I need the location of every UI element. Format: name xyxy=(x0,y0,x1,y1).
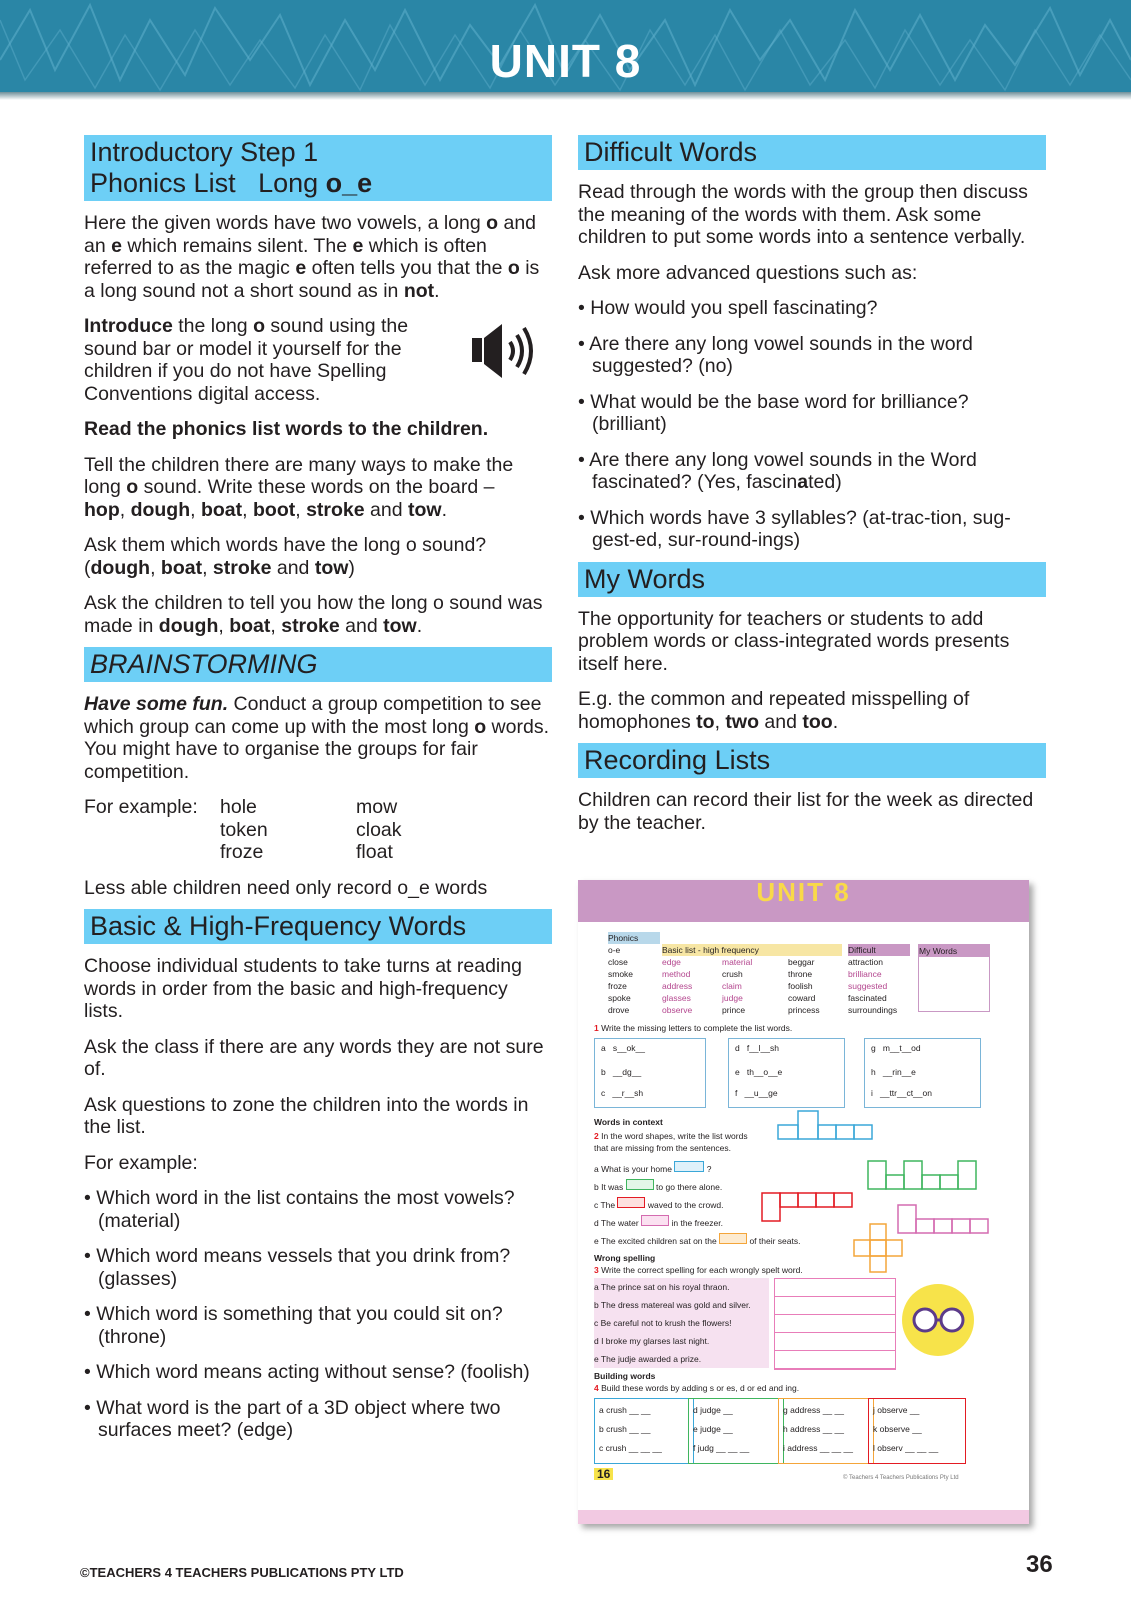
example-label: For example: xyxy=(84,796,198,818)
brainstorm-paragraph: Have some fun. Conduct a group competition to see which group can come up with the most long o words. You might have to organise the groups for fair competition. xyxy=(84,693,549,783)
basic-list: Basic list - high frequency edge method address glasses observe material crush claim judge prince beggar throne foolish coward princess xyxy=(662,944,842,1016)
question-bullet: • What would be the base word for brilliance? (brilliant) xyxy=(578,390,969,435)
q4-col: d judge __ e judge __ f judg __ __ __ xyxy=(688,1398,784,1464)
q2-items: a What is your home ? b It was to go there alone. c The waved to the crowd. d The water in the freezer. e The excited children sat on the of their seats. xyxy=(594,1160,844,1250)
difficult-heading: Difficult Words xyxy=(578,135,1046,170)
question-bullet: • Which word in the list contains the most vowels? (material) xyxy=(84,1187,515,1232)
q4-col: g address __ __ h address __ __ i address __ __ __ xyxy=(778,1398,874,1464)
right-column xyxy=(578,135,1046,847)
intro-heading-line2 xyxy=(90,168,546,199)
question-bullet: • Are there any long vowel sounds in the word suggested? (no) xyxy=(578,332,973,377)
example-words xyxy=(84,796,552,864)
q3-answer-lines xyxy=(774,1278,896,1370)
q3-sentences: a The prince sat on his royal thraon. b The dress matereal was gold and silver. c Be careful not to krush the flowers! d I broke my glarses last night. e The judje awarded a prize. xyxy=(594,1278,769,1368)
difficult-p2: Ask more advanced questions such as: xyxy=(578,261,918,284)
basic-hf-p3: Ask questions to zone the children into the words in the list. xyxy=(84,1093,529,1138)
difficult-p1: Read through the words with the group then discuss the meaning of the words with them. Ask some children to put some words into a sentence verbally. xyxy=(578,181,1028,248)
difficult-list: Difficult attraction brilliance suggested fascinated surroundings xyxy=(848,944,910,1016)
worksheet-copyright: © Teachers 4 Teachers Publications Pty Ltd xyxy=(843,1475,959,1481)
q4-col: j observe __ k observe __ l observ __ __ __ xyxy=(868,1398,966,1464)
footer-copyright: ©TEACHERS 4 TEACHERS PUBLICATIONS PTY LTD xyxy=(80,1565,404,1580)
worksheet-page-number: 16 xyxy=(594,1468,613,1480)
intro-heading-line2-b: o_e xyxy=(325,168,373,198)
question-bullet: • How would you spell fascinating? xyxy=(578,297,878,319)
banner-shadow xyxy=(0,92,1131,100)
how-made-paragraph: Ask the children to tell you how the long o sound was made in dough, boat, stroke and tow. xyxy=(84,592,543,637)
bw-label: Building words xyxy=(594,1371,656,1381)
worksheet-thumbnail xyxy=(578,880,1029,1524)
mywords-p1: The opportunity for teachers or students to add problem words or class-integrated words presents itself here. xyxy=(578,607,1010,675)
question-4: 4 Build these words by adding s or es, d or ed and ing. xyxy=(594,1383,800,1393)
q1-box: a s__ok__ b __dg__ c __r__sh xyxy=(594,1038,706,1108)
q4-col: a crush __ __ b crush __ __ c crush __ __ __ xyxy=(594,1398,694,1464)
page-title: UNIT 8 xyxy=(489,35,642,87)
example-col2: mow cloak float xyxy=(356,796,402,863)
brainstorming-heading: BRAINSTORMING xyxy=(84,647,552,682)
basic-hf-p2: Ask the class if there are any words they are not sure of. xyxy=(84,1035,544,1080)
basic-hf-heading: Basic & High-Frequency Words xyxy=(84,909,552,944)
read-instruction: Read the phonics list words to the children. xyxy=(84,418,489,440)
question-bullet: • Are there any long vowel sounds in the Word fascinated? (Yes, fascinated) xyxy=(578,448,977,493)
question-bullet: • What word is the part of a 3D object where two surfaces meet? (edge) xyxy=(84,1396,501,1441)
intro-paragraph: Here the given words have two vowels, a long o and an e which remains silent. The e which is often referred to as the magic e often tells you that the o is a long sound not a short sound as in not. xyxy=(84,212,540,302)
basic-hf-p1: Choose individual students to take turns at reading words in order from the basic and high-frequency lists. xyxy=(84,955,522,1022)
less-able-note: Less able children need only record o_e words xyxy=(84,876,488,899)
question-3: 3 Write the correct spelling for each wrongly spelt word. xyxy=(594,1265,803,1275)
recording-heading: Recording Lists xyxy=(578,743,1046,778)
question-2: 2 In the word shapes, write the list words that are missing from the sentences. xyxy=(594,1131,748,1153)
question-bullet: • Which word means vessels that you drink from? (glasses) xyxy=(84,1245,511,1290)
question-bullet: • Which word means acting without sense? (foolish) xyxy=(84,1361,530,1383)
worksheet-footer-band xyxy=(578,1510,1029,1524)
ask-long-o-paragraph: Ask them which words have the long o sound? (dough, boat, stroke and tow) xyxy=(84,534,487,579)
basic-hf-p4: For example: xyxy=(84,1151,198,1174)
phonics-list: Phonics o-e close smoke froze spoke drove xyxy=(608,932,660,1016)
q1-box: d f__l__sh e th__o__e f __u__ge xyxy=(728,1038,845,1108)
intro-heading xyxy=(84,135,552,201)
recording-p1: Children can record their list for the week as directed by the teacher. xyxy=(578,789,1034,834)
q1-box: g m__t__od h __rin__e i __ttr__ct__on xyxy=(864,1038,981,1108)
introduce-paragraph: Introduce the long o sound using the sound bar or model it yourself for the children if you do not have Spelling Conventions digital access. xyxy=(84,315,409,405)
long-o-paragraph: Tell the children there are many ways to make the long o sound. Write these words on the board – hop, dough, boat, boot, stroke and tow. xyxy=(84,453,514,521)
wic-label: Words in context xyxy=(594,1117,663,1127)
question-bullet: • Which words have 3 syllables? (at-trac-tion, sug-gest-ed, sur-round-ings) xyxy=(578,506,1011,551)
mywords-p2: E.g. the common and repeated misspelling of homophones to, two and too. xyxy=(578,688,970,733)
example-col1: hole token froze xyxy=(220,796,268,863)
ws-label: Wrong spelling xyxy=(594,1253,656,1263)
question-bullet: • Which word is something that you could sit on? (throne) xyxy=(84,1303,503,1348)
mywords-heading: My Words xyxy=(578,562,1046,597)
worksheet-title: UNIT 8 xyxy=(756,880,851,907)
header-banner xyxy=(0,0,1131,92)
intro-heading-line1: Introductory Step 1 xyxy=(90,137,319,167)
speaker-icon[interactable] xyxy=(470,320,542,382)
page-number: 36 xyxy=(1026,1551,1053,1578)
mywords-box: My Words xyxy=(918,944,990,1012)
glasses-emoji-icon xyxy=(900,1282,976,1358)
question-1: 1 Write the missing letters to complete the list words. xyxy=(594,1023,793,1033)
intro-heading-line2-a: Phonics List Long xyxy=(90,168,326,198)
